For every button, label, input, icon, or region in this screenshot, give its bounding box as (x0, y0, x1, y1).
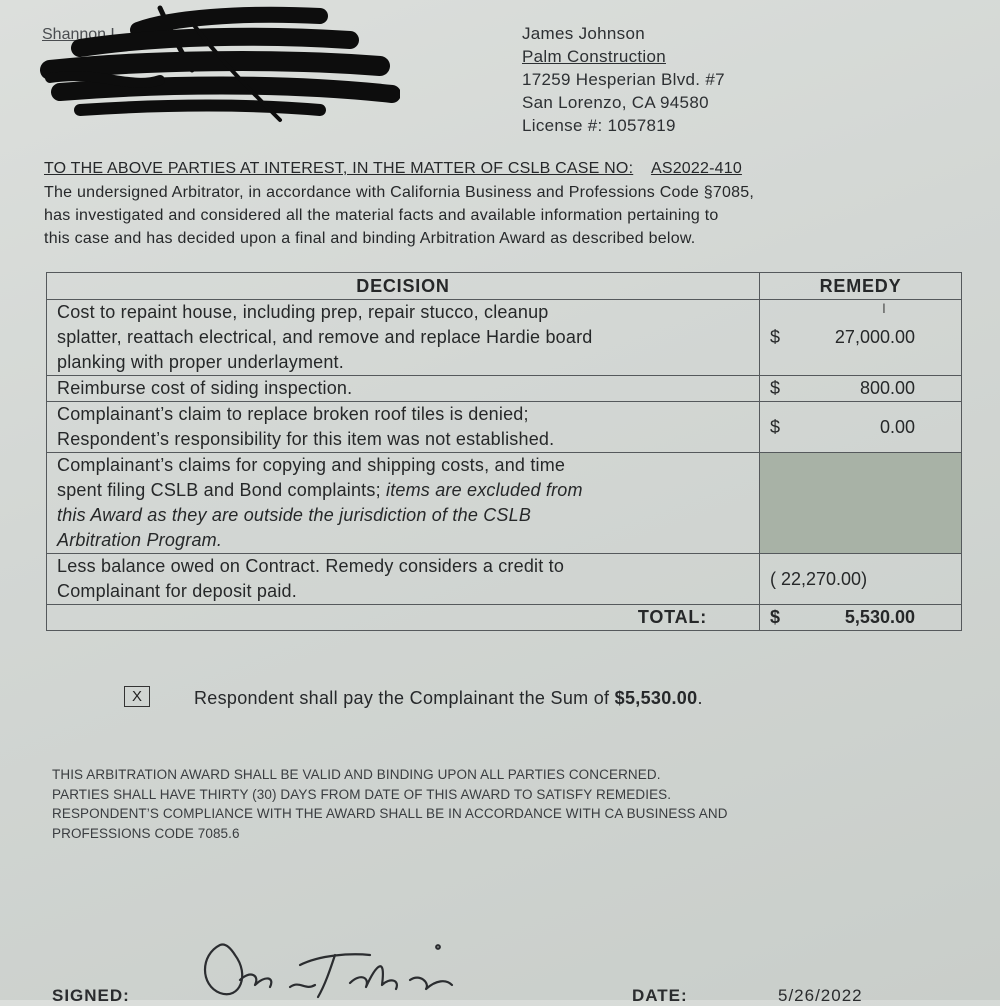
case-heading (44, 160, 742, 178)
respondent-address-line2: San Lorenzo, CA 94580 (522, 93, 709, 112)
decision-text-italic: this Award as they are outside the jurisdiction of the CSLB (57, 505, 532, 525)
case-number: AS2022-410 (650, 160, 742, 177)
decision-line: Reimburse cost of siding inspection. (57, 378, 353, 398)
table-row (47, 300, 962, 376)
table-row (47, 402, 962, 453)
remedy-cell (760, 300, 962, 376)
decision-line: Complainant for deposit paid. (57, 581, 297, 601)
statement-line: The undersigned Arbitrator, in accordance with California Business and Professions Code §7085, (44, 184, 755, 201)
total-cell (760, 605, 962, 631)
decision-cell (47, 453, 760, 554)
decision-line: Less balance owed on Contract. Remedy considers a credit to (57, 556, 565, 576)
total-row (47, 605, 962, 631)
respondent-license: License #: 1057819 (522, 116, 676, 135)
decision-line: splatter, reattach electrical, and remove and replace Hardie board (57, 327, 593, 347)
decision-text: spent filing CSLB and Bond complaints; (57, 480, 386, 500)
respondent-name: James Johnson (522, 24, 645, 43)
total-label: TOTAL: (47, 605, 760, 631)
table-row (47, 453, 962, 554)
date-label: DATE: (632, 986, 688, 1005)
decision-line: Complainant’s claim to replace broken roof tiles is denied; (57, 404, 529, 424)
decision-text-italic: items are excluded from (386, 480, 583, 500)
recipient-name: Shannon L (42, 26, 120, 43)
payment-checkbox[interactable]: X (124, 686, 150, 707)
respondent-address-line1: 17259 Hesperian Blvd. #7 (522, 70, 725, 89)
remedy-amount: 27,000.00 (834, 327, 915, 347)
redaction-scribble (20, 0, 400, 140)
respondent-company: Palm Construction (522, 47, 666, 66)
currency-symbol: $ (770, 327, 781, 347)
table-header-row (47, 273, 962, 300)
decision-text-italic: Arbitration Program. (57, 530, 223, 550)
decision-cell (47, 376, 760, 402)
legal-line: PROFESSIONS CODE 7085.6 (52, 825, 240, 841)
total-amount: 5,530.00 (844, 607, 915, 627)
remedy-amount: ( 22,270.00) (770, 568, 868, 589)
remedy-cell (760, 402, 962, 453)
text-cursor-icon: I (882, 300, 886, 316)
payment-statement (194, 688, 703, 709)
remedy-header: REMEDY (760, 273, 962, 300)
decision-line: Cost to repaint house, including prep, repair stucco, cleanup (57, 302, 549, 322)
arbitrator-statement (44, 181, 954, 250)
decision-line: Respondent’s responsibility for this item was not established. (57, 429, 555, 449)
table-row (47, 376, 962, 402)
decision-line: planking with proper underlayment. (57, 352, 344, 372)
handwritten-signature (190, 925, 470, 1000)
decision-cell (47, 554, 760, 605)
currency-symbol: $ (770, 378, 781, 398)
table-row (47, 554, 962, 605)
payment-text: Respondent shall pay the Complainant the Sum of (194, 688, 615, 708)
statement-line: has investigated and considered all the material facts and available information pertaining to (44, 207, 719, 224)
shaded-remedy-cell (760, 453, 962, 554)
decision-line: Complainant’s claims for copying and shipping costs, and time (57, 455, 566, 475)
date-value: 5/26/2022 (778, 986, 863, 1005)
decision-cell (47, 402, 760, 453)
legal-notice (52, 765, 728, 843)
decision-line (57, 478, 749, 503)
respondent-address-block (522, 22, 725, 137)
legal-line: PARTIES SHALL HAVE THIRTY (30) DAYS FROM DATE OF THIS AWARD TO SATISFY REMEDIES. (52, 786, 672, 802)
award-table (46, 272, 962, 631)
payment-amount: $5,530.00 (614, 688, 698, 708)
remedy-amount: 800.00 (859, 378, 915, 398)
remedy-cell (760, 554, 962, 605)
currency-symbol: $ (770, 607, 781, 627)
statement-line: this case and has decided upon a final and binding Arbitration Award as described below. (44, 230, 696, 247)
legal-line: RESPONDENT’S COMPLIANCE WITH THE AWARD SHALL BE IN ACCORDANCE WITH CA BUSINESS AND (52, 806, 728, 821)
legal-line: THIS ARBITRATION AWARD SHALL BE VALID AND BINDING UPON ALL PARTIES CONCERNED. (52, 767, 661, 782)
signed-label: SIGNED: (52, 986, 130, 1005)
payment-suffix: . (697, 688, 703, 708)
remedy-amount: 0.00 (879, 416, 915, 437)
remedy-cell (760, 376, 962, 402)
decision-header: DECISION (47, 273, 760, 300)
case-heading-text: TO THE ABOVE PARTIES AT INTEREST, IN THE MATTER OF CSLB CASE NO: (44, 160, 634, 177)
decision-cell (47, 300, 760, 376)
currency-symbol: $ (770, 416, 781, 437)
